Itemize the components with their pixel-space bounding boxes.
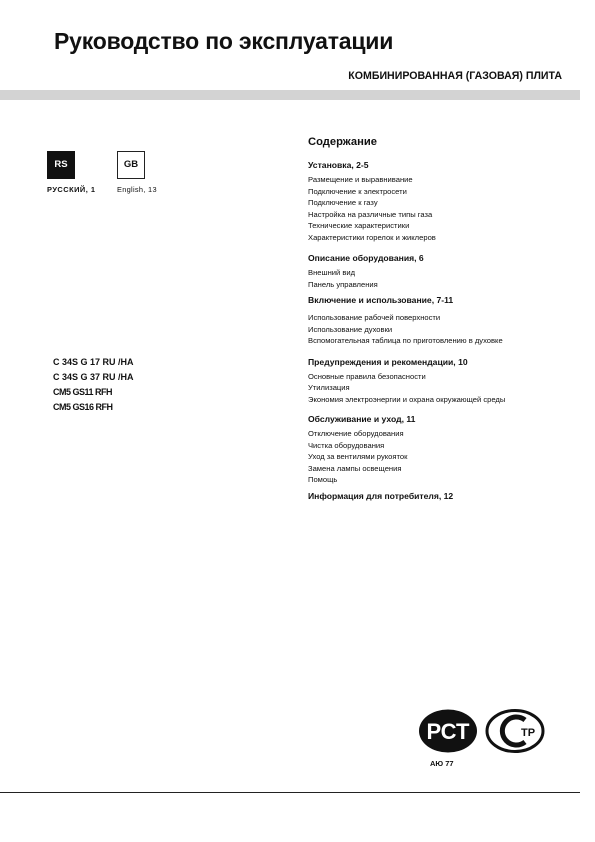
toc-item[interactable]: Замена лампы освещения (308, 463, 402, 473)
toc-section-title[interactable]: Установка, 2-5 (308, 160, 369, 170)
model-list (53, 355, 134, 415)
table-of-contents (308, 136, 543, 506)
pct-certification-logo (417, 708, 479, 754)
toc-section-title[interactable]: Описание оборудования, 6 (308, 253, 424, 263)
toc-item[interactable]: Чистка оборудования (308, 440, 385, 450)
language-button-rs[interactable]: RS (47, 151, 75, 179)
header-divider (0, 90, 580, 100)
toc-section-title[interactable]: Предупреждения и рекомендации, 10 (308, 356, 468, 367)
toc-section-title[interactable]: Обслуживание и уход, 11 (308, 414, 416, 424)
model-number: C 34S G 37 RU /HA (53, 372, 134, 382)
toc-section (308, 252, 543, 290)
document-title: Руководство по эксплуатации (54, 28, 394, 54)
toc-item[interactable]: Отключение оборудования (308, 429, 404, 438)
contents-heading: Содержание (308, 136, 377, 148)
toc-item[interactable]: Использование духовки (308, 324, 393, 334)
toc-item[interactable]: Технические характеристики (308, 221, 410, 230)
toc-item[interactable]: Панель управления (308, 279, 378, 289)
toc-item[interactable]: Подключение к газу (308, 198, 378, 207)
language-button-gb[interactable]: GB (117, 151, 145, 179)
toc-section (308, 356, 543, 406)
toc-section (308, 159, 543, 243)
toc-item[interactable]: Основные правила безопасности (308, 371, 426, 381)
toc-section-title[interactable]: Включение и использование, 7-11 (308, 295, 454, 305)
footer-divider (0, 792, 580, 793)
toc-item[interactable]: Экономия электроэнергии и охрана окружающей среды (308, 394, 506, 404)
certification-code: АЮ 77 (430, 759, 454, 768)
language-caption-rs: РУССКИЙ, 1 (47, 185, 96, 194)
toc-section (308, 413, 543, 486)
toc-item[interactable]: Использование рабочей поверхности (308, 313, 441, 322)
model-number: CM5 GS11 RFH (53, 387, 113, 397)
model-number: CM5 GS16 RFH (53, 402, 113, 412)
toc-item[interactable]: Размещение и выравнивание (308, 175, 413, 184)
model-number: C 34S G 17 RU /HA (53, 357, 134, 367)
toc-section (308, 490, 543, 502)
ctr-certification-logo (484, 708, 546, 754)
toc-section (308, 294, 543, 347)
pct-logo-lettering: РСТ (426, 719, 470, 744)
toc-item[interactable]: Характеристики горелок и жиклеров (308, 232, 436, 242)
toc-item[interactable]: Утилизация (308, 383, 350, 392)
toc-item[interactable]: Подключение к электросети (308, 186, 407, 196)
ctr-logo-lettering: ТР (520, 727, 536, 739)
document-subtitle: КОМБИНИРОВАННАЯ (ГАЗОВАЯ) ПЛИТА (348, 70, 562, 82)
language-caption-gb: English, 13 (117, 185, 157, 194)
toc-item[interactable]: Уход за вентилями рукояток (308, 452, 408, 461)
toc-section-title[interactable]: Информация для потребителя, 12 (308, 490, 454, 501)
toc-item[interactable]: Вспомогательная таблица по приготовлению в духовке (308, 336, 503, 345)
toc-item[interactable]: Помощь (308, 475, 338, 484)
toc-item[interactable]: Настройка на различные типы газа (308, 209, 433, 219)
toc-item[interactable]: Внешний вид (308, 268, 356, 277)
